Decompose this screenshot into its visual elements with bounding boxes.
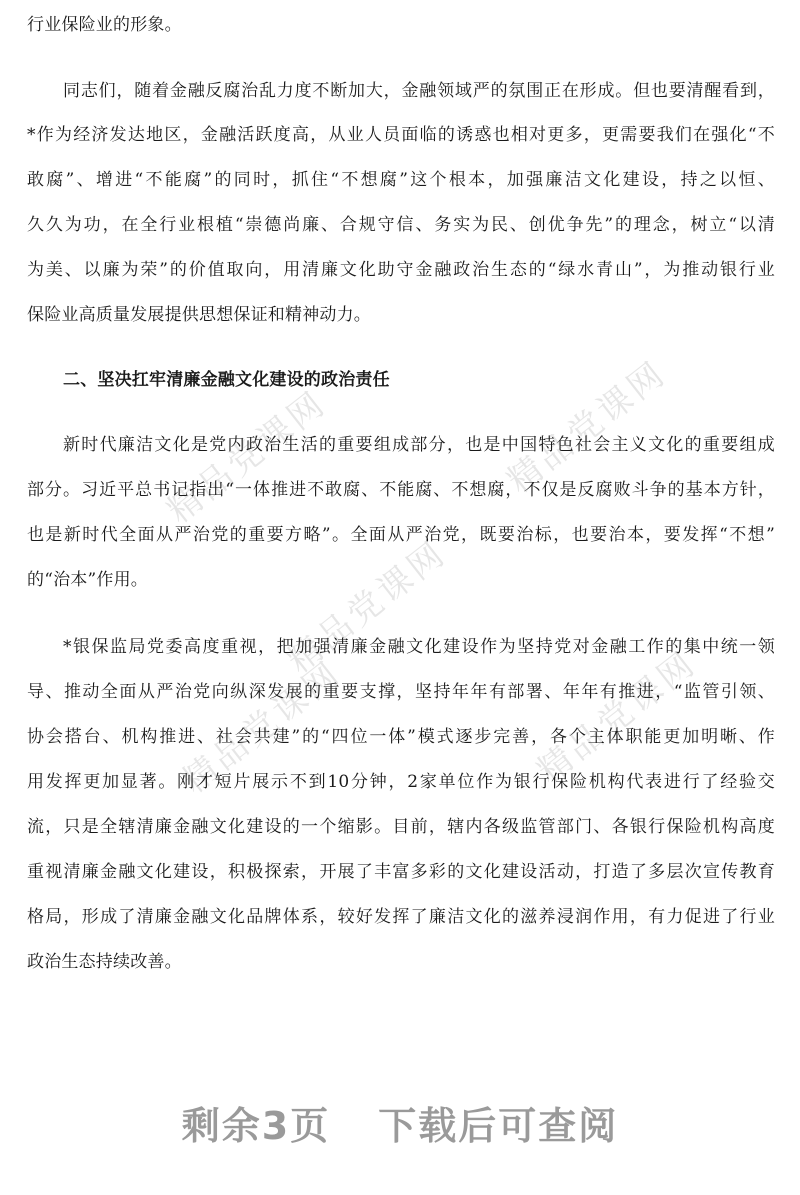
watermark: 精品党课网 [279,533,455,682]
text-line: 同志们，随着金融反腐治乱力度不断加大，金融领域严的氛围正在形成。但也要清醒看到， [63,81,775,101]
text-line: 的“治本”作用。 [27,570,148,590]
text-line: 也是新时代全面从严治党的重要方略”。全面从严治党，既要治标，也要治本，要发挥“不想” [27,525,775,545]
download-prompt[interactable] [0,1095,800,1150]
text-line: *作为经济发达地区，金融活跃度高，从业人员面临的诱惑也相对更多，更需要我们在强化“不 [27,125,775,145]
text-line: 保险业高质量发展提供思想保证和精神动力。 [27,305,371,325]
section-heading: 二、坚决扛牢清廉金融文化建设的政治责任 [63,370,390,390]
watermark: 精品党课网 [529,643,705,792]
text-line: 部分。习近平总书记指出“一体推进不敢腐、不能腐、不想腐，不仅是反腐败斗争的基本方针， [27,480,775,500]
remaining-pages-text: 剩余3页 [181,1104,331,1148]
text-line: 格局，形成了清廉金融文化品牌体系，较好发挥了廉洁文化的滋养浸润作用，有力促进了行业 [27,907,775,927]
watermark: 精品党课网 [174,653,350,802]
watermark: 精品党课网 [499,353,675,502]
download-to-view-text: 下载后可查阅 [378,1104,619,1148]
text-line: 为美、以廉为荣”的价值取向，用清廉文化助守金融政治生态的“绿水青山”，为推动银行业 [27,260,775,280]
text-line: 协会搭台、机构推进、社会共建”的“四位一体”模式逐步完善，各个主体职能更加明晰、作 [27,727,775,747]
text-line: *银保监局党委高度重视，把加强清廉金融文化建设作为坚持党对金融工作的集中统一领 [63,637,775,657]
text-line: 行业保险业的形象。 [27,15,182,35]
text-line: 政治生态持续改善。 [27,952,182,972]
text-line: 敢腐”、增进“不能腐”的同时，抓住“不想腐”这个根本，加强廉洁文化建设，持之以恒、 [27,170,775,190]
text-line: 久久为功，在全行业根植“崇德尚廉、合规守信、务实为民、创优争先”的理念，树立“以清 [27,215,775,235]
text-line: 导、推动全面从严治党向纵深发展的重要支撑，坚持年年有部署、年年有推进，“监管引领、 [27,682,775,702]
text-line: 重视清廉金融文化建设，积极探索，开展了丰富多彩的文化建设活动，打造了多层次宣传教育 [27,862,775,882]
watermark: 精品党课网 [159,383,335,532]
text-line: 用发挥更加显著。刚才短片展示不到10分钟，2家单位作为银行保险机构代表进行了经验交 [27,772,775,792]
text-line: 新时代廉洁文化是党内政治生活的重要组成部分，也是中国特色社会主义文化的重要组成 [63,435,775,455]
text-line: 流，只是全辖清廉金融文化建设的一个缩影。目前，辖内各级监管部门、各银行保险机构高度 [27,817,775,837]
